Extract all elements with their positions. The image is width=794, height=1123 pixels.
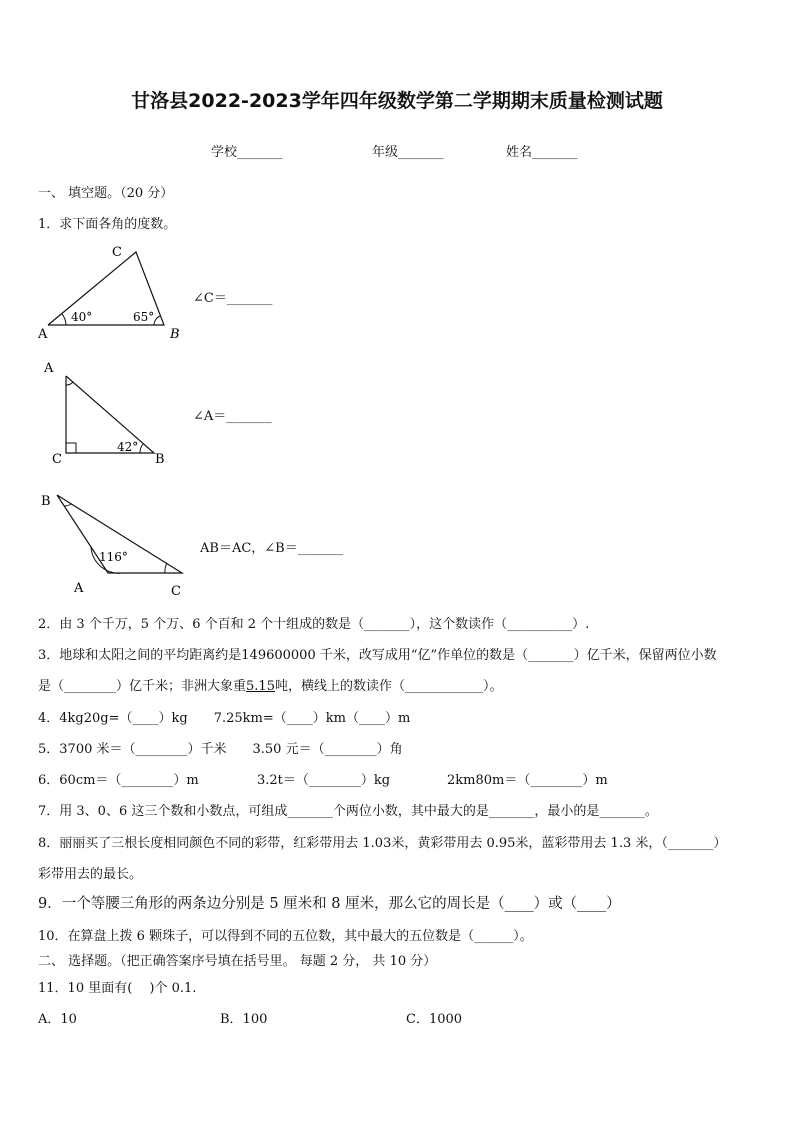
underlined-number: 5.15: [246, 679, 275, 694]
question-5: 5．3700 米＝（________）千米 3.50 元＝（________）角: [38, 742, 403, 757]
question-6-part-b: 3.2t＝（________）kg: [257, 773, 391, 788]
question-11: 11．10 里面有( )个 0.1.: [38, 981, 197, 996]
answer-angle-c: ∠C＝_______: [193, 291, 273, 306]
question-3-line2: [38, 675, 502, 694]
vertex-c-label: C: [52, 452, 62, 467]
page-title: 甘洛县2022-2023学年四年级数学第二学期期末质量检测试题: [131, 90, 663, 112]
section2-heading: 二、 选择题。（把正确答案序号填在括号里。 每题 2 分， 共 10 分）: [38, 954, 437, 969]
name-field: 姓名_______: [506, 145, 578, 160]
question-6-part-c: 2km80m＝（________）m: [447, 773, 608, 788]
question-1: 1．求下面各角的度数。: [38, 217, 177, 232]
question-3-line1: 3．地球和太阳之间的平均距离约是149600000 千米，改写成用“亿”作单位的数是（_______）亿千米，保留两位小数: [38, 648, 717, 663]
question-8-line1: 8．丽丽买了三根长度相同颜色不同的彩带，红彩带用去 1.03米，黄彩带用去 0.95米，蓝彩带用去 1.3 米，（_______）: [38, 836, 727, 851]
question-7: 7．用 3、0、6 这三个数和小数点，可组成_______个两位小数，其中最大的是_______，最小的是_______。: [38, 804, 658, 819]
section1-heading: 一、 填空题。（20 分）: [38, 186, 174, 201]
option-b: B．100: [220, 1012, 268, 1027]
question-3-line2-end: 吨，横线上的数读作（____________）。: [274, 679, 503, 694]
question-10: 10．在算盘上拨 6 颗珠子，可以得到不同的五位数，其中最大的五位数是（______）。: [38, 929, 533, 944]
vertex-a-label: A: [44, 361, 54, 376]
vertex-b-label: B: [155, 452, 165, 467]
option-c: C．1000: [406, 1012, 463, 1027]
question-2: 2．由 3 个千万，5 个万、6 个百和 2 个十组成的数是（_______），这个数读作（__________）.: [38, 617, 590, 632]
question-3-line2-start: 是（________）亿千米；非洲大象重: [38, 679, 247, 694]
vertex-c-label: C: [171, 584, 181, 599]
triangle-figure-1: [36, 240, 196, 344]
question-4: 4．4kg20g=（____）kg 7.25km=（____）km（____）m: [38, 711, 411, 726]
school-field: 学校_______: [211, 145, 283, 160]
question-8-line2: 彩带用去的最长。: [38, 867, 143, 882]
option-a: A．10: [38, 1012, 77, 1027]
triangle-figure-3: [36, 488, 196, 600]
angle-b-label: 65°: [133, 310, 155, 324]
question-6-part-a: 6．60cm＝（________）m: [38, 773, 199, 788]
angle-a-label: 116°: [99, 550, 128, 564]
vertex-b-label: B: [41, 494, 51, 509]
vertex-c-label: C: [112, 245, 122, 260]
vertex-b-label: B: [170, 327, 180, 342]
question-9: 9．一个等腰三角形的两条边分别是 5 厘米和 8 厘米，那么它的周长是（____）或（____）: [38, 896, 621, 912]
vertex-a-label: A: [74, 581, 84, 596]
vertex-a-label: A: [38, 327, 48, 342]
grade-field: 年级_______: [372, 145, 444, 160]
answer-angle-a: ∠A＝_______: [193, 409, 272, 424]
answer-angle-b: AB＝AC，∠B＝_______: [200, 541, 344, 556]
angle-b-label: 42°: [117, 440, 139, 454]
triangle-figure-2: [36, 356, 176, 468]
angle-a-label: 40°: [71, 310, 93, 324]
